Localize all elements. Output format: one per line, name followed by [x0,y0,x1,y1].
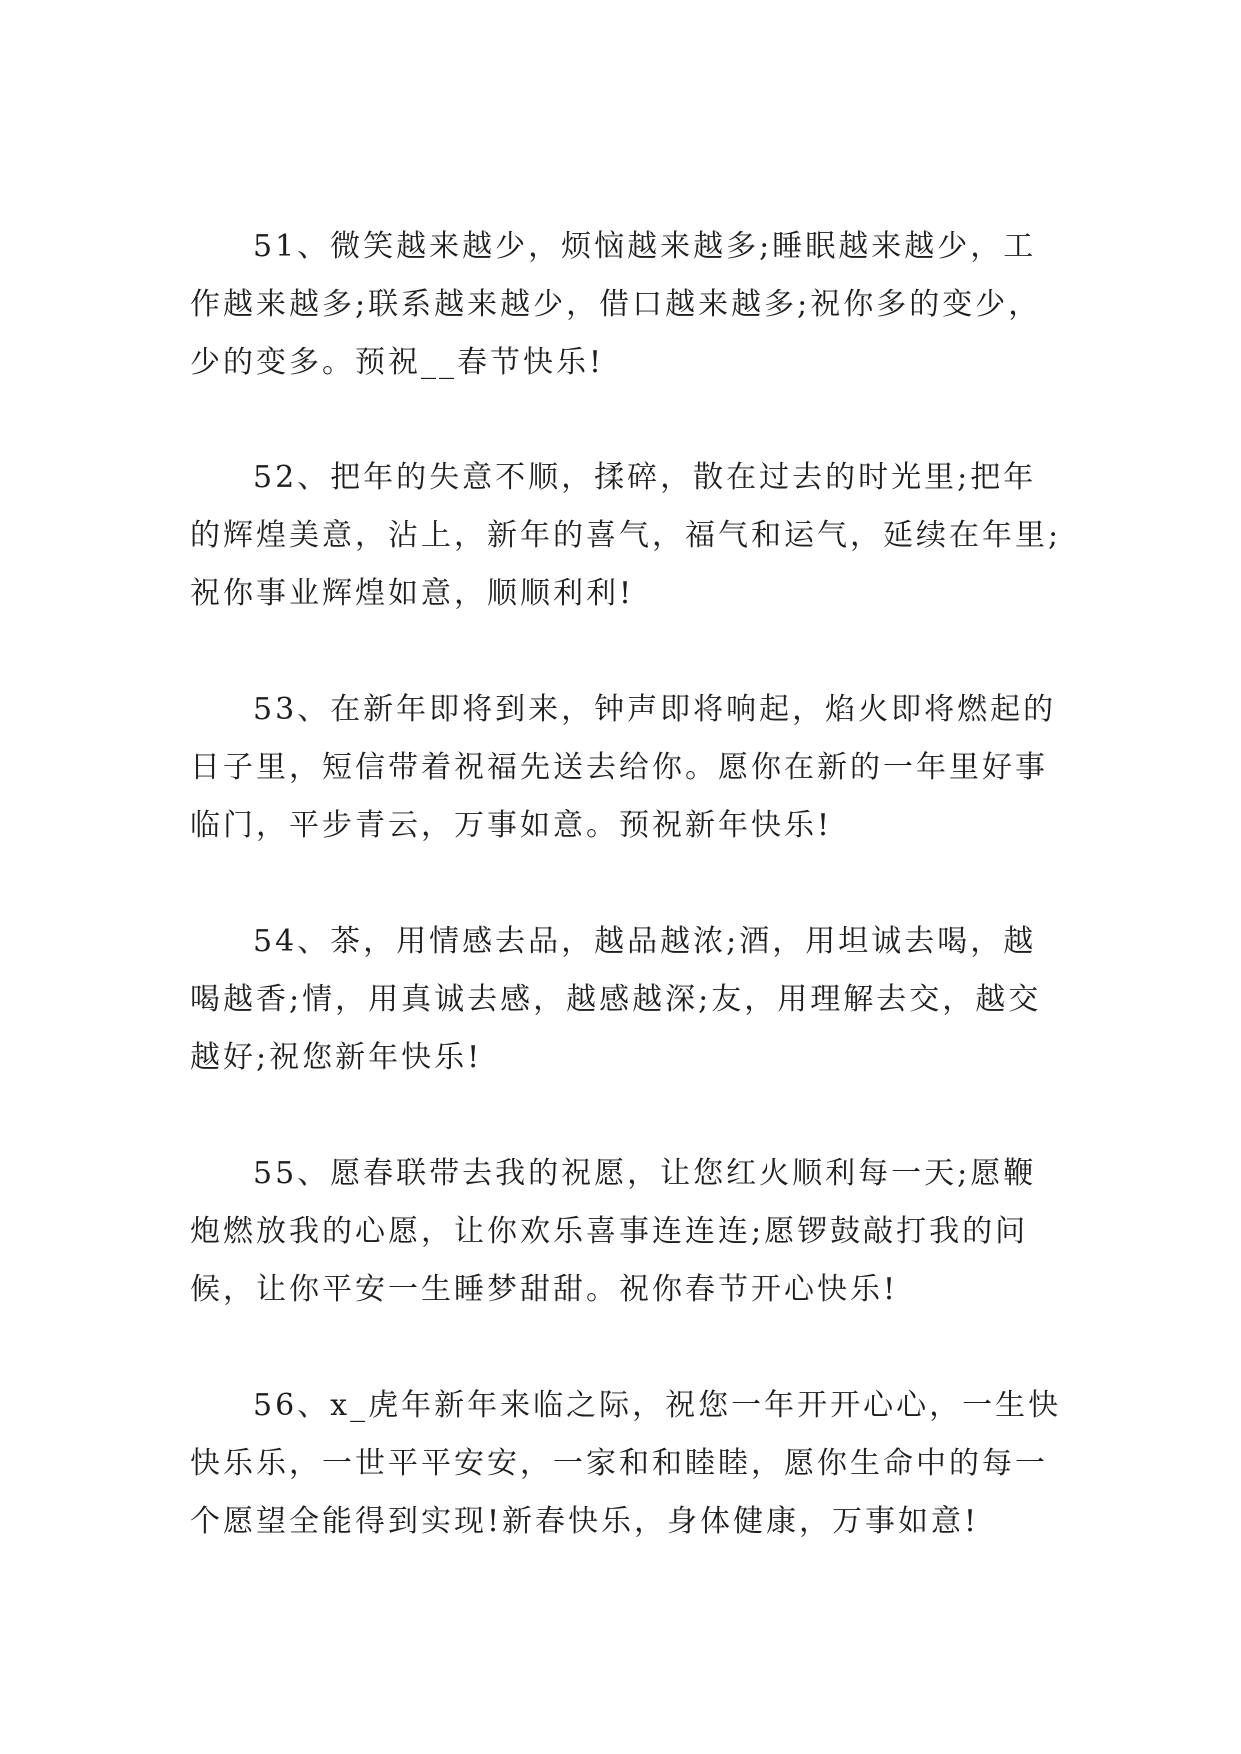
paragraph-line: 54、茶，用情感去品，越品越浓;酒，用坦诚去喝，越 [253,924,1037,959]
paragraph-52 [190,449,1070,623]
paragraph-line: 55、愿春联带去我的祝愿，让您红火顺利每一天;愿鞭 [253,1156,1037,1191]
paragraph-line: 炮燃放我的心愿，让你欢乐喜事连连连;愿锣鼓敲打我的问 [190,1214,1029,1249]
paragraph-line: 临门，平步青云，万事如意。预祝新年快乐! [190,808,833,843]
paragraph-line: 快乐乐，一世平平安安，一家和和睦睦，愿你生命中的每一 [190,1446,1048,1481]
paragraph-line: 56、x_虎年新年来临之际，祝您一年开开心心，一生快 [253,1388,1062,1423]
paragraph-line: 的辉煌美意，沾上，新年的喜气，福气和运气，延续在年里; [190,518,1062,553]
paragraph-54 [190,913,1070,1087]
paragraph-line: 祝你事业辉煌如意，顺顺利利! [190,576,635,611]
paragraph-line: 51、微笑越来越少，烦恼越来越多;睡眠越来越少，工 [253,229,1037,264]
paragraph-line: 日子里，短信带着祝福先送去给你。愿你在新的一年里好事 [190,750,1048,785]
paragraph-53 [190,681,1070,855]
paragraph-line: 作越来越多;联系越来越少，借口越来越多;祝你多的变少， [190,287,1042,322]
paragraph-line: 越好;祝您新年快乐! [190,1040,483,1075]
paragraph-line: 候，让你平安一生睡梦甜甜。祝你春节开心快乐! [190,1272,899,1307]
paragraph-line: 52、把年的失意不顺，揉碎，散在过去的时光里;把年 [253,460,1037,495]
paragraph-line: 喝越香;情，用真诚去感，越感越深;友，用理解去交，越交 [190,982,1042,1017]
paragraph-line: 个愿望全能得到实现!新春快乐，身体健康，万事如意! [190,1504,980,1539]
paragraph-51 [190,218,1070,392]
paragraph-56 [190,1377,1070,1551]
paragraph-line: 少的变多。预祝__春节快乐! [190,345,605,380]
paragraph-line: 53、在新年即将到来，钟声即将响起，焰火即将燃起的 [253,692,1057,727]
paragraph-55 [190,1145,1070,1319]
